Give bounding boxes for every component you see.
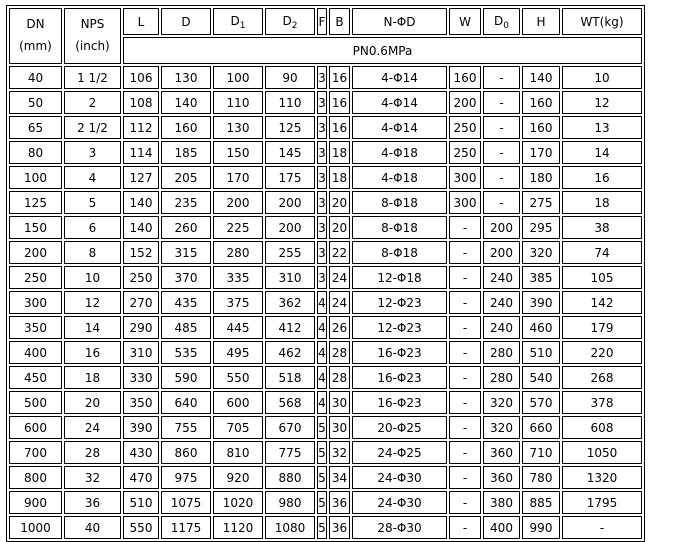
cell-d: 260 [161,216,211,239]
cell-d: 315 [161,241,211,264]
cell-d1: 550 [213,366,263,389]
cell-w: - [449,441,481,464]
cell-f: 5 [317,466,327,489]
col-header-nps [64,8,121,64]
cell-n-phi-d: 12-Φ23 [352,316,447,339]
cell-nps: 4 [64,166,121,189]
cell-n-phi-d: 8-Φ18 [352,191,447,214]
cell-wt: 12 [562,91,642,114]
d2-sub: 2 [291,20,298,31]
cell-n-phi-d: 24-Φ30 [352,491,447,514]
col-header-wt: WT(kg) [562,8,642,35]
cell-d0: 280 [483,341,520,364]
cell-b: 30 [329,416,350,439]
col-header-b: B [329,8,350,35]
cell-f: 3 [317,91,327,114]
cell-dn: 800 [9,466,62,489]
cell-d0: - [483,66,520,89]
cell-d1: 150 [213,141,263,164]
cell-h: 140 [522,66,560,89]
table-row [9,391,642,414]
cell-b: 28 [329,341,350,364]
cell-l: 390 [123,416,159,439]
cell-d1: 110 [213,91,263,114]
spec-table-container [6,5,645,542]
cell-d0: 200 [483,241,520,264]
cell-wt: 268 [562,366,642,389]
cell-d1: 1020 [213,491,263,514]
cell-n-phi-d: 4-Φ18 [352,166,447,189]
cell-n-phi-d: 24-Φ25 [352,441,447,464]
cell-nps: 2 [64,91,121,114]
cell-h: 780 [522,466,560,489]
cell-d1: 200 [213,191,263,214]
cell-h: 180 [522,166,560,189]
table-row [9,491,642,514]
cell-n-phi-d: 12-Φ18 [352,266,447,289]
d1-main: D [230,13,240,28]
cell-d0: - [483,141,520,164]
cell-d2: 518 [265,366,315,389]
cell-l: 112 [123,116,159,139]
col-header-dn [9,8,62,64]
cell-w: 200 [449,91,481,114]
cell-dn: 100 [9,166,62,189]
cell-wt: 18 [562,191,642,214]
cell-d1: 810 [213,441,263,464]
cell-d2: 175 [265,166,315,189]
cell-n-phi-d: 16-Φ23 [352,366,447,389]
cell-l: 152 [123,241,159,264]
cell-d2: 125 [265,116,315,139]
cell-l: 470 [123,466,159,489]
cell-nps: 40 [64,516,121,539]
col-header-l: L [123,8,159,35]
cell-w: - [449,216,481,239]
cell-dn: 150 [9,216,62,239]
table-row [9,291,642,314]
table-row [9,266,642,289]
cell-d: 185 [161,141,211,164]
cell-d: 755 [161,416,211,439]
cell-w: - [449,516,481,539]
table-row [9,316,642,339]
cell-h: 460 [522,316,560,339]
cell-nps: 28 [64,441,121,464]
cell-b: 34 [329,466,350,489]
col-header-nd: N-ΦD [352,8,447,35]
cell-b: 18 [329,141,350,164]
cell-wt: 608 [562,416,642,439]
cell-d2: 110 [265,91,315,114]
cell-d2: 255 [265,241,315,264]
cell-nps: 24 [64,416,121,439]
table-row [9,66,642,89]
cell-l: 106 [123,66,159,89]
table-row [9,366,642,389]
cell-b: 20 [329,216,350,239]
cell-n-phi-d: 4-Φ14 [352,91,447,114]
cell-dn: 700 [9,441,62,464]
cell-d: 160 [161,116,211,139]
cell-f: 3 [317,66,327,89]
table-row [9,241,642,264]
col-header-w: W [449,8,481,35]
cell-nps: 5 [64,191,121,214]
cell-w: - [449,341,481,364]
cell-wt: 220 [562,341,642,364]
cell-d0: 240 [483,266,520,289]
cell-wt: 378 [562,391,642,414]
cell-w: - [449,466,481,489]
cell-f: 4 [317,391,327,414]
cell-dn: 600 [9,416,62,439]
cell-b: 26 [329,316,350,339]
cell-d0: 240 [483,316,520,339]
cell-d1: 920 [213,466,263,489]
cell-nps: 16 [64,341,121,364]
cell-f: 5 [317,441,327,464]
cell-b: 16 [329,116,350,139]
cell-d1: 1120 [213,516,263,539]
pressure-rating: PN0.6MPa [123,37,642,64]
col-header-d: D [161,8,211,35]
cell-d: 1175 [161,516,211,539]
cell-d: 370 [161,266,211,289]
cell-n-phi-d: 16-Φ23 [352,391,447,414]
cell-w: - [449,266,481,289]
cell-l: 310 [123,341,159,364]
cell-f: 4 [317,316,327,339]
cell-d1: 100 [213,66,263,89]
cell-d1: 130 [213,116,263,139]
cell-dn: 200 [9,241,62,264]
table-row [9,191,642,214]
cell-wt: 1795 [562,491,642,514]
table-row [9,166,642,189]
cell-d2: 775 [265,441,315,464]
col-header-f: F [317,8,327,35]
cell-f: 5 [317,491,327,514]
cell-d2: 145 [265,141,315,164]
cell-nps: 12 [64,291,121,314]
cell-h: 160 [522,116,560,139]
cell-dn: 50 [9,91,62,114]
cell-wt: 74 [562,241,642,264]
cell-l: 330 [123,366,159,389]
cell-d0: - [483,191,520,214]
cell-d1: 375 [213,291,263,314]
cell-f: 3 [317,241,327,264]
cell-d1: 170 [213,166,263,189]
cell-d: 435 [161,291,211,314]
cell-d0: - [483,166,520,189]
cell-n-phi-d: 8-Φ18 [352,241,447,264]
cell-b: 22 [329,241,350,264]
cell-d2: 670 [265,416,315,439]
cell-d2: 880 [265,466,315,489]
table-row [9,441,642,464]
cell-h: 295 [522,216,560,239]
cell-l: 350 [123,391,159,414]
cell-dn: 400 [9,341,62,364]
cell-f: 3 [317,116,327,139]
table-row [9,516,642,539]
dn-label: DN [26,17,45,31]
cell-dn: 500 [9,391,62,414]
cell-f: 3 [317,216,327,239]
d1-sub: 1 [239,20,246,31]
cell-w: 300 [449,166,481,189]
col-header-h: H [522,8,560,35]
cell-wt: 1050 [562,441,642,464]
cell-w: 250 [449,141,481,164]
cell-w: 250 [449,116,481,139]
cell-f: 4 [317,341,327,364]
cell-d: 205 [161,166,211,189]
cell-n-phi-d: 28-Φ30 [352,516,447,539]
cell-nps: 8 [64,241,121,264]
cell-h: 660 [522,416,560,439]
cell-dn: 450 [9,366,62,389]
cell-f: 5 [317,516,327,539]
cell-nps: 6 [64,216,121,239]
table-row [9,141,642,164]
cell-d0: 360 [483,466,520,489]
table-row [9,116,642,139]
cell-d0: - [483,116,520,139]
cell-b: 18 [329,166,350,189]
col-header-d1 [213,8,263,35]
cell-wt: - [562,516,642,539]
cell-wt: 16 [562,166,642,189]
cell-l: 510 [123,491,159,514]
cell-wt: 38 [562,216,642,239]
cell-l: 140 [123,191,159,214]
cell-nps: 10 [64,266,121,289]
cell-wt: 13 [562,116,642,139]
cell-n-phi-d: 8-Φ18 [352,216,447,239]
cell-d2: 362 [265,291,315,314]
cell-b: 32 [329,441,350,464]
cell-d0: - [483,91,520,114]
cell-dn: 350 [9,316,62,339]
cell-h: 710 [522,441,560,464]
cell-dn: 40 [9,66,62,89]
col-header-d0 [483,8,520,35]
cell-h: 160 [522,91,560,114]
cell-l: 430 [123,441,159,464]
cell-d: 590 [161,366,211,389]
col-header-d2 [265,8,315,35]
cell-nps: 36 [64,491,121,514]
cell-d0: 240 [483,291,520,314]
cell-f: 4 [317,366,327,389]
cell-d: 235 [161,191,211,214]
cell-w: - [449,316,481,339]
cell-d2: 462 [265,341,315,364]
cell-d2: 200 [265,216,315,239]
cell-l: 290 [123,316,159,339]
cell-l: 127 [123,166,159,189]
cell-h: 170 [522,141,560,164]
cell-d1: 280 [213,241,263,264]
cell-d: 485 [161,316,211,339]
cell-d2: 200 [265,191,315,214]
cell-d2: 1080 [265,516,315,539]
cell-wt: 179 [562,316,642,339]
cell-f: 5 [317,416,327,439]
cell-wt: 142 [562,291,642,314]
cell-d2: 90 [265,66,315,89]
cell-l: 550 [123,516,159,539]
cell-b: 36 [329,491,350,514]
cell-n-phi-d: 4-Φ14 [352,116,447,139]
cell-f: 3 [317,266,327,289]
cell-h: 540 [522,366,560,389]
cell-w: - [449,491,481,514]
cell-b: 28 [329,366,350,389]
d0-sub: 0 [503,20,509,31]
cell-l: 270 [123,291,159,314]
cell-d: 640 [161,391,211,414]
cell-dn: 250 [9,266,62,289]
cell-w: - [449,391,481,414]
cell-dn: 125 [9,191,62,214]
table-row [9,216,642,239]
cell-n-phi-d: 24-Φ30 [352,466,447,489]
cell-n-phi-d: 20-Φ25 [352,416,447,439]
cell-b: 20 [329,191,350,214]
cell-l: 114 [123,141,159,164]
cell-nps: 18 [64,366,121,389]
cell-d: 140 [161,91,211,114]
cell-f: 3 [317,191,327,214]
cell-h: 390 [522,291,560,314]
cell-d2: 980 [265,491,315,514]
nps-unit: (inch) [75,39,110,53]
cell-d0: 320 [483,416,520,439]
cell-b: 16 [329,66,350,89]
cell-d0: 280 [483,366,520,389]
cell-d0: 380 [483,491,520,514]
nps-label: NPS [80,17,105,31]
cell-wt: 10 [562,66,642,89]
cell-d2: 568 [265,391,315,414]
cell-nps: 2 1/2 [64,116,121,139]
cell-dn: 80 [9,141,62,164]
d0-main: D [494,13,504,28]
cell-d1: 335 [213,266,263,289]
cell-d1: 495 [213,341,263,364]
cell-b: 30 [329,391,350,414]
flange-spec-table [6,5,645,542]
cell-h: 570 [522,391,560,414]
cell-dn: 65 [9,116,62,139]
cell-wt: 105 [562,266,642,289]
cell-w: - [449,241,481,264]
cell-nps: 1 1/2 [64,66,121,89]
cell-h: 990 [522,516,560,539]
cell-d2: 412 [265,316,315,339]
cell-h: 275 [522,191,560,214]
cell-dn: 900 [9,491,62,514]
cell-d0: 400 [483,516,520,539]
cell-h: 510 [522,341,560,364]
cell-n-phi-d: 12-Φ23 [352,291,447,314]
cell-w: - [449,366,481,389]
cell-d1: 705 [213,416,263,439]
cell-wt: 1320 [562,466,642,489]
cell-d: 535 [161,341,211,364]
d2-main: D [282,13,292,28]
cell-d2: 310 [265,266,315,289]
cell-l: 250 [123,266,159,289]
cell-n-phi-d: 16-Φ23 [352,341,447,364]
cell-d: 130 [161,66,211,89]
cell-d: 1075 [161,491,211,514]
cell-wt: 14 [562,141,642,164]
cell-nps: 20 [64,391,121,414]
cell-nps: 3 [64,141,121,164]
dn-unit: (mm) [19,39,52,53]
cell-w: - [449,291,481,314]
table-row [9,466,642,489]
cell-d0: 360 [483,441,520,464]
header-row [9,8,642,35]
table-row [9,91,642,114]
cell-dn: 1000 [9,516,62,539]
cell-dn: 300 [9,291,62,314]
cell-d1: 445 [213,316,263,339]
cell-f: 4 [317,291,327,314]
cell-h: 320 [522,241,560,264]
cell-nps: 32 [64,466,121,489]
cell-d: 975 [161,466,211,489]
cell-l: 140 [123,216,159,239]
cell-w: 160 [449,66,481,89]
cell-d: 860 [161,441,211,464]
cell-l: 108 [123,91,159,114]
cell-nps: 14 [64,316,121,339]
cell-d0: 200 [483,216,520,239]
cell-d0: 320 [483,391,520,414]
table-body [9,66,642,539]
cell-b: 24 [329,266,350,289]
cell-f: 3 [317,166,327,189]
cell-n-phi-d: 4-Φ14 [352,66,447,89]
cell-h: 385 [522,266,560,289]
table-row [9,341,642,364]
cell-b: 16 [329,91,350,114]
cell-d1: 600 [213,391,263,414]
cell-b: 24 [329,291,350,314]
cell-n-phi-d: 4-Φ18 [352,141,447,164]
cell-f: 3 [317,141,327,164]
cell-h: 885 [522,491,560,514]
table-row [9,416,642,439]
cell-w: 300 [449,191,481,214]
cell-w: - [449,416,481,439]
cell-d1: 225 [213,216,263,239]
cell-b: 36 [329,516,350,539]
